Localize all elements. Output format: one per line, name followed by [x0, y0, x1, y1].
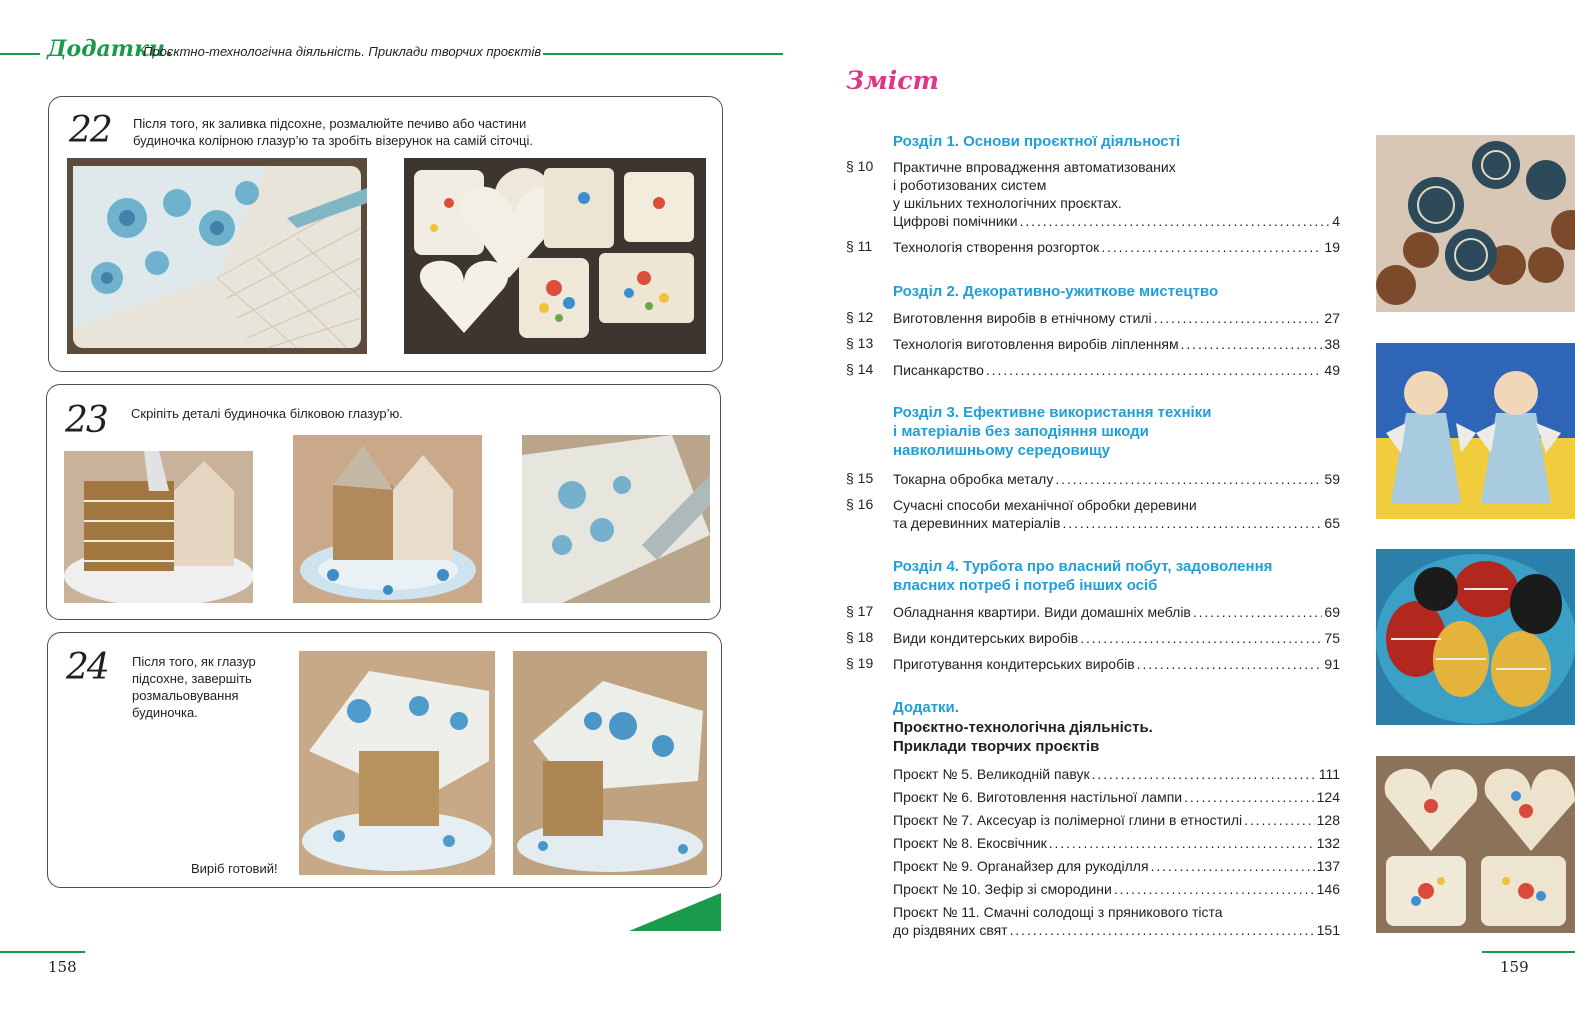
page-number-left: 158 [48, 958, 77, 976]
entry-label: Технологія створення розгорток [893, 239, 1100, 255]
para-number: § 10 [846, 158, 874, 174]
section-3-heading: Розділ 3. Ефективне використання техніки і матеріалів без заподіяння шкоди навколишньому середовищу [893, 404, 1212, 459]
step-23-box [46, 384, 721, 620]
project-entry[interactable] [893, 811, 1340, 829]
photo-pysanky-eggs [1376, 549, 1575, 725]
para-number: § 17 [846, 603, 874, 619]
photo-clay-angels [1376, 343, 1575, 519]
entry-label: та деревинних матеріалів [893, 515, 1061, 531]
toc-entry[interactable] [893, 335, 1340, 353]
footer-rule-left [0, 951, 85, 953]
para-number: § 18 [846, 629, 874, 645]
header-brand: Додатки. [47, 36, 173, 62]
toc-title: Зміст [846, 66, 939, 95]
entry-page: 146 [1316, 881, 1340, 897]
photo-gingerbread-painting [67, 158, 367, 354]
photo-bead-bracelet [1376, 135, 1575, 312]
step-done-note: Виріб готовий! [191, 861, 278, 876]
photo-assembling-walls [64, 451, 253, 603]
entry-page: 59 [1324, 471, 1340, 487]
entry-label: Проєкт № 10. Зефір зі смородини [893, 881, 1112, 897]
entry-label: Приготування кондитерських виробів [893, 656, 1135, 672]
project-entry[interactable] [893, 857, 1340, 875]
photo-decorating-roof [522, 435, 710, 603]
entry-label: Писанкарство [893, 362, 984, 378]
photo-finished-house-1 [299, 651, 495, 875]
step-number: 22 [69, 110, 111, 151]
entry-page: 65 [1324, 515, 1340, 531]
project-entry[interactable] [893, 880, 1340, 898]
project-entry[interactable] [893, 765, 1340, 783]
toc-entry[interactable] [893, 238, 1340, 256]
entry-label: Проєкт № 5. Великодній павук [893, 766, 1090, 782]
entry-label: Обладнання квартири. Види домашніх меблів [893, 604, 1191, 620]
entry-label: Технологія виготовлення виробів ліпленням [893, 336, 1179, 352]
step-24-box [47, 632, 722, 888]
project-entry[interactable]: Проєкт № 11. Смачні солодощі з пряникового тіста до різдвяних свят . . . 151 [893, 903, 1340, 939]
entry-page: 137 [1316, 858, 1340, 874]
entry-label: Види кондитерських виробів [893, 630, 1079, 646]
entry-page: 38 [1324, 336, 1340, 352]
entry-label: Виготовлення виробів в етнічному стилі [893, 310, 1152, 326]
entry-label: Проєкт № 8. Екосвічник [893, 835, 1047, 851]
para-number: § 19 [846, 655, 874, 671]
photo-house-on-base [293, 435, 482, 603]
entry-page: 124 [1316, 789, 1340, 805]
toc-entry[interactable] [893, 309, 1340, 327]
photo-gingerbread-cookies [1376, 756, 1575, 933]
section-2-heading: Розділ 2. Декоративно-ужиткове мистецтво [893, 283, 1219, 300]
step-number: 24 [66, 647, 108, 688]
project-entry[interactable] [893, 788, 1340, 806]
entry-page: 75 [1324, 630, 1340, 646]
corner-triangle [629, 893, 721, 931]
entry-label: Цифрові помічники [893, 213, 1018, 229]
step-22-box [48, 96, 723, 372]
entry-page: 69 [1324, 604, 1340, 620]
step-text: Після того, як глазур підсохне, завершіть розмальовування будиночка. [132, 654, 256, 720]
para-number: § 12 [846, 309, 874, 325]
para-number: § 16 [846, 496, 874, 512]
entry-label: до різдвяних свят [893, 922, 1008, 938]
entry-page: 111 [1318, 766, 1340, 782]
entry-page: 27 [1324, 310, 1340, 326]
entry-page: 151 [1316, 922, 1340, 938]
page-number-right: 159 [1500, 958, 1529, 976]
para-number: § 13 [846, 335, 874, 351]
toc-entry[interactable] [893, 629, 1340, 647]
toc-entry[interactable] [893, 361, 1340, 379]
appendix-heading: Додатки. [893, 699, 959, 716]
step-text: Скріпіть деталі будиночка білковою глазур’ю. [131, 406, 403, 421]
header-rule-right [543, 53, 783, 55]
step-text: Після того, як заливка підсохне, розмалюйте печиво або частини будиночка колірною глазур’ю та зробіть візерунок на самій сіточці. [133, 116, 533, 148]
header-subtitle: Проєктно-технологічна діяльність. Приклади творчих проєктів [143, 44, 542, 59]
project-entry[interactable] [893, 834, 1340, 852]
section-1-heading: Розділ 1. Основи проєктної діяльності [893, 133, 1181, 150]
toc-entry[interactable]: Сучасні способи механічної обробки деревини та деревинних матеріалів . . . 65 [893, 496, 1340, 532]
toc-entry[interactable] [893, 603, 1340, 621]
appendix-subheading: Проєктно-технологічна діяльність. Приклади творчих проєктів [893, 719, 1153, 755]
toc-entry[interactable] [893, 655, 1340, 673]
photo-finished-house-2 [513, 651, 707, 875]
entry-label: Токарна обробка металу [893, 471, 1054, 487]
entry-label: Проєкт № 9. Органайзер для рукоділля [893, 858, 1149, 874]
footer-rule-right [1482, 951, 1575, 953]
entry-page: 128 [1316, 812, 1340, 828]
step-number: 23 [65, 400, 107, 441]
para-number: § 11 [846, 238, 873, 254]
entry-page: 19 [1324, 239, 1340, 255]
photo-cookies-tray [404, 158, 706, 354]
para-number: § 15 [846, 470, 874, 486]
entry-page: 49 [1324, 362, 1340, 378]
entry-page: 4 [1332, 213, 1340, 229]
entry-label: Проєкт № 7. Аксесуар із полімерної глини в етностилі [893, 812, 1243, 828]
toc-entry[interactable]: Практичне впровадження автоматизованих і роботизованих систем у шкільних технологічних проєктах. Цифрові помічники . . . 4 [893, 158, 1340, 230]
entry-label: Проєкт № 6. Виготовлення настільної лампи [893, 789, 1183, 805]
toc-entry[interactable] [893, 470, 1340, 488]
para-number: § 14 [846, 361, 874, 377]
section-4-heading: Розділ 4. Турбота про власний побут, задоволення власних потреб і потреб інших осіб [893, 558, 1273, 594]
header-rule-left [0, 53, 40, 55]
entry-page: 132 [1316, 835, 1340, 851]
entry-page: 91 [1324, 656, 1340, 672]
